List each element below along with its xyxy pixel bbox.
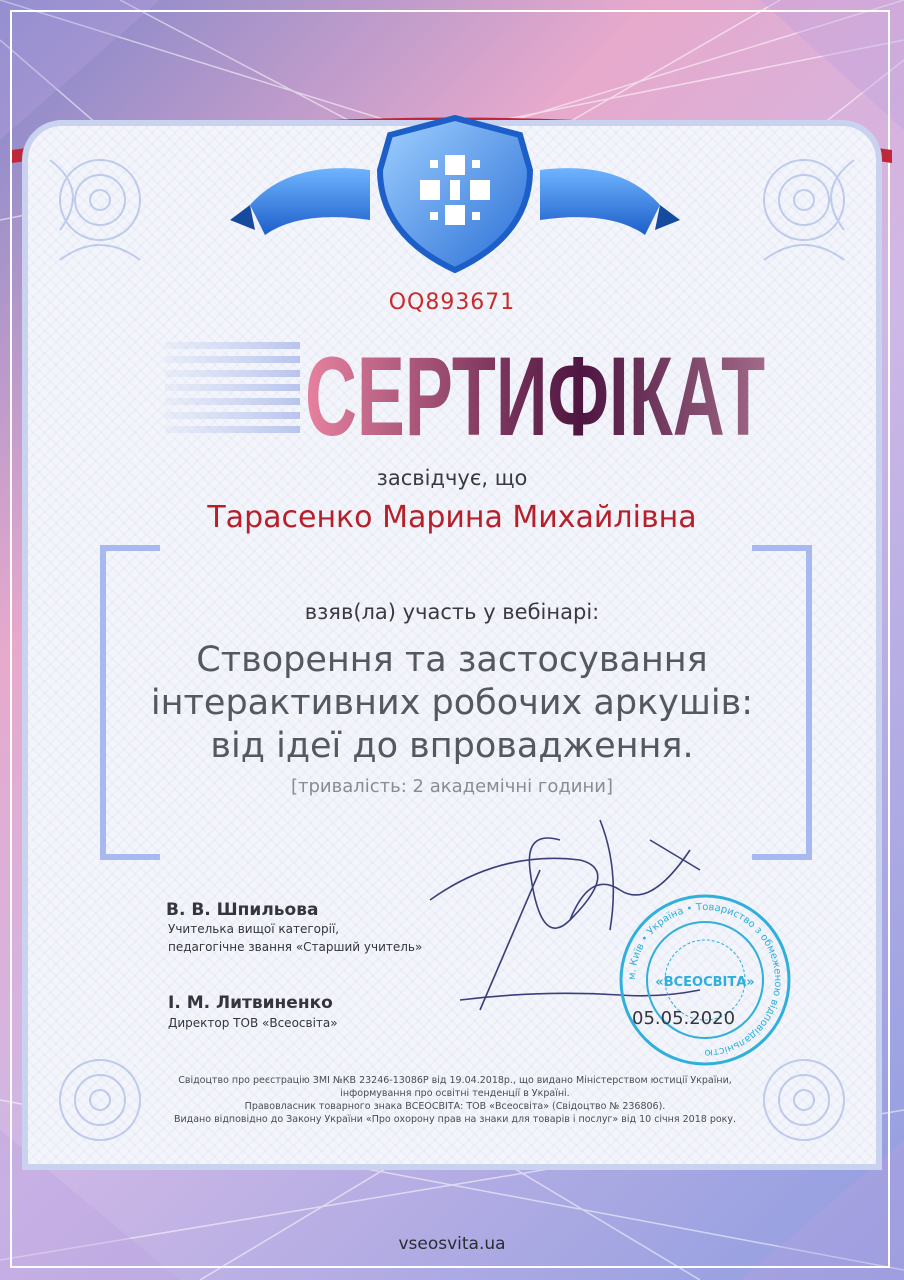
webinar-topic-line-3: від ідеї до впровадження. [210, 726, 694, 766]
signatory-2-role-line-1: Директор ТОВ «Всеосвіта» [168, 1016, 338, 1030]
recipient-name: Тарасенко Марина Михайлівна [207, 500, 697, 535]
footer-line-4: Видано відповідно до Закону України «Про охорону прав на знаки для товарів і послуг» від 10 січня 2018 року. [173, 1114, 737, 1125]
company-stamp [615, 890, 795, 1070]
duration-text: [тривалість: 2 академічні години] [291, 776, 613, 797]
issue-date: 05.05.2020 [632, 1008, 736, 1029]
footer-line-3: Правовласник товарного знака ВСЕОСВІТА: ТОВ «Всеосвіта» (Свідоцтво № 236806). [244, 1101, 666, 1112]
lace-ornament-top-left [40, 140, 190, 290]
certifies-label: засвідчує, що [376, 466, 528, 490]
title-stripes [165, 340, 300, 445]
footer-line-1: Свідоцтво про реєстрацію ЗМІ №КВ 23246-13086Р від 19.04.2018р., що видано Міністерством юстиції України, [178, 1075, 732, 1086]
certificate-title-text: СЕРТИФІКАТ [305, 335, 765, 445]
certificate-number: OQ893671 [388, 290, 516, 315]
lace-ornament-top-right [714, 140, 864, 290]
signatory-1-role-line-2: педагогічне звання «Старший учитель» [168, 940, 423, 954]
participation-label: взяв(ла) участь у вебінарі: [304, 600, 600, 624]
webinar-topic-line-2: інтерактивних робочих аркушів: [150, 683, 754, 723]
signatory-2-name: І. М. Литвиненко [168, 993, 333, 1013]
footer-line-2: інформування про освітні тенденції в Україні. [340, 1088, 570, 1099]
stamp-ring-text: м. Київ • Україна • Товариство з обмеженою відповідальністю [626, 901, 784, 1059]
website-link[interactable]: vseosvita.ua [398, 1234, 506, 1254]
stamp-center-text: «ВСЕОСВІТА» [655, 975, 755, 990]
webinar-topic-line-1: Створення та застосування [196, 640, 708, 680]
ribbon-shield-emblem [230, 110, 680, 280]
certificate-title [300, 335, 770, 445]
legal-footer [150, 1074, 760, 1126]
signatory-1-role-line-1: Учителька вищої категорії, [168, 922, 340, 936]
signatory-1-name: В. В. Шпильова [166, 900, 319, 920]
